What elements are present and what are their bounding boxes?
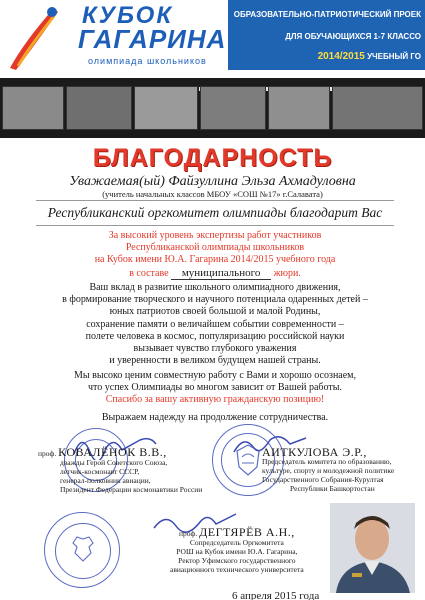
logo [30,2,235,70]
film-frame [332,86,423,130]
thanks-line: Спасибо за вашу активную гражданскую позицию! [105,394,325,406]
hope-line: Выражаем надежду на продолжение сотрудничества. [101,412,329,423]
composition-label: в составе [129,267,169,279]
signer-title: культуре, спорту и молодежной политике [262,466,395,475]
film-frame [134,86,198,130]
contribution-paragraph [30,282,400,367]
photo-filmstrip [0,78,425,138]
cooperation-paragraph [30,370,400,407]
signer-title: летчик-космонавт СССР, [60,467,140,476]
signer-prefix: проф. [38,449,57,458]
signer-title: РОШ на Кубок имени Ю.А. Гагарина, [176,547,298,556]
expertise-paragraph [30,230,400,280]
project-years-row [318,51,421,62]
contribution-line: Ваш вклад в развитие школьного олимпиадного движения, [89,282,341,293]
issue-date: 6 апреля 2015 года [232,590,320,600]
signer-title: Президент Федерации космонавтики России [60,485,203,494]
cooperation-line: Мы высоко ценим совместную работу с Вами и хорошо осознаем, [73,370,357,381]
signer-title: авиационного технического университета [170,565,304,574]
signature-degtyarev [170,525,304,574]
expertise-line: на Кубок имени Ю.А. Гагарина 2014/2015 учебного года [94,254,336,266]
composition-value: муниципального [171,267,271,280]
document-title: БЛАГОДАРНОСТЬ [92,144,333,172]
signer-title: Сопредседатель Оргкомитета [189,538,284,547]
film-perforation-top [0,79,425,85]
contribution-line: юных патриотов своей большой и малой Родины, [109,306,321,318]
contribution-line: и уверенности в великом будущем нашей страны. [109,355,321,367]
film-frame [200,86,266,130]
stamp-russia-emblem [44,512,120,588]
cooperation-line: что успех Олимпиады во многом зависит от Вашей работы. [88,382,342,394]
jury-label: жюри. [273,267,301,279]
signer-title: дважды Герой Советского Союза, [60,458,168,467]
project-line2: ДЛЯ ОБУЧАЮЩИХСЯ 1-7 КЛАССО [285,32,421,41]
logo-subtitle: олимпиада школьников [88,56,207,66]
film-frame [2,86,64,130]
expertise-line: За высокий уровень экспертизы работ участников [108,230,322,241]
project-banner [228,0,425,70]
signer-name: КОВАЛЁНОК В.В., [58,445,167,459]
signer-name: АИТКУЛОВА Э.Р., [262,445,367,459]
header [0,0,425,80]
project-line1: ОБРАЗОВАТЕЛЬНО-ПАТРИОТИЧЕСКИЙ ПРОЕК [233,10,421,19]
project-years: 2014/2015 [317,51,365,62]
film-frames [0,86,425,130]
signer-title: Председатель комитета по образованию, [262,457,392,466]
double-eagle-icon [69,535,97,565]
gagarin-portrait [330,503,415,593]
recipient-position: (учитель начальных классов МБОУ «СОШ №17» г.Салавата) [102,189,323,199]
signer-title: Государственного Собрания-Курултая [262,475,384,484]
committee-line: Республиканский оргкомитет олимпиады благодарит Вас [36,200,394,226]
contribution-line: вызывает чувство глубокого уважения [133,343,297,355]
contribution-line: в формирование творческого и научного потенциала одаренных детей – [62,294,368,306]
contribution-line: полете человека в космос, популяризацию российской науки [85,330,345,342]
signer-title: Республики Башкортостан [290,484,375,493]
logo-line2: ГАГАРИНА [78,24,227,54]
expertise-line: Республиканской олимпиады школьников [125,242,305,254]
film-perforation-bottom [0,131,425,137]
signature-aitkulova [262,445,395,493]
recipient-name: Уважаемая(ый) Файзуллина Эльза Ахмадуловна [69,174,356,189]
logo-line1: КУБОК [82,2,174,29]
signer-prefix: проф. [178,529,198,538]
film-frame [66,86,132,130]
signer-title: Ректор Уфимского государственного [178,556,296,565]
project-year-suffix: УЧЕБНЫЙ ГО [367,52,421,61]
signer-name: ДЕГТЯРЁВ А.Н., [199,525,295,539]
signer-title: генерал-полковник авиации, [60,476,151,485]
film-frame [268,86,330,130]
contribution-line: сохранение памяти о величайшем событии современности – [86,318,344,330]
signature-kovalenok [38,445,203,494]
expertise-composition-row [30,267,400,280]
